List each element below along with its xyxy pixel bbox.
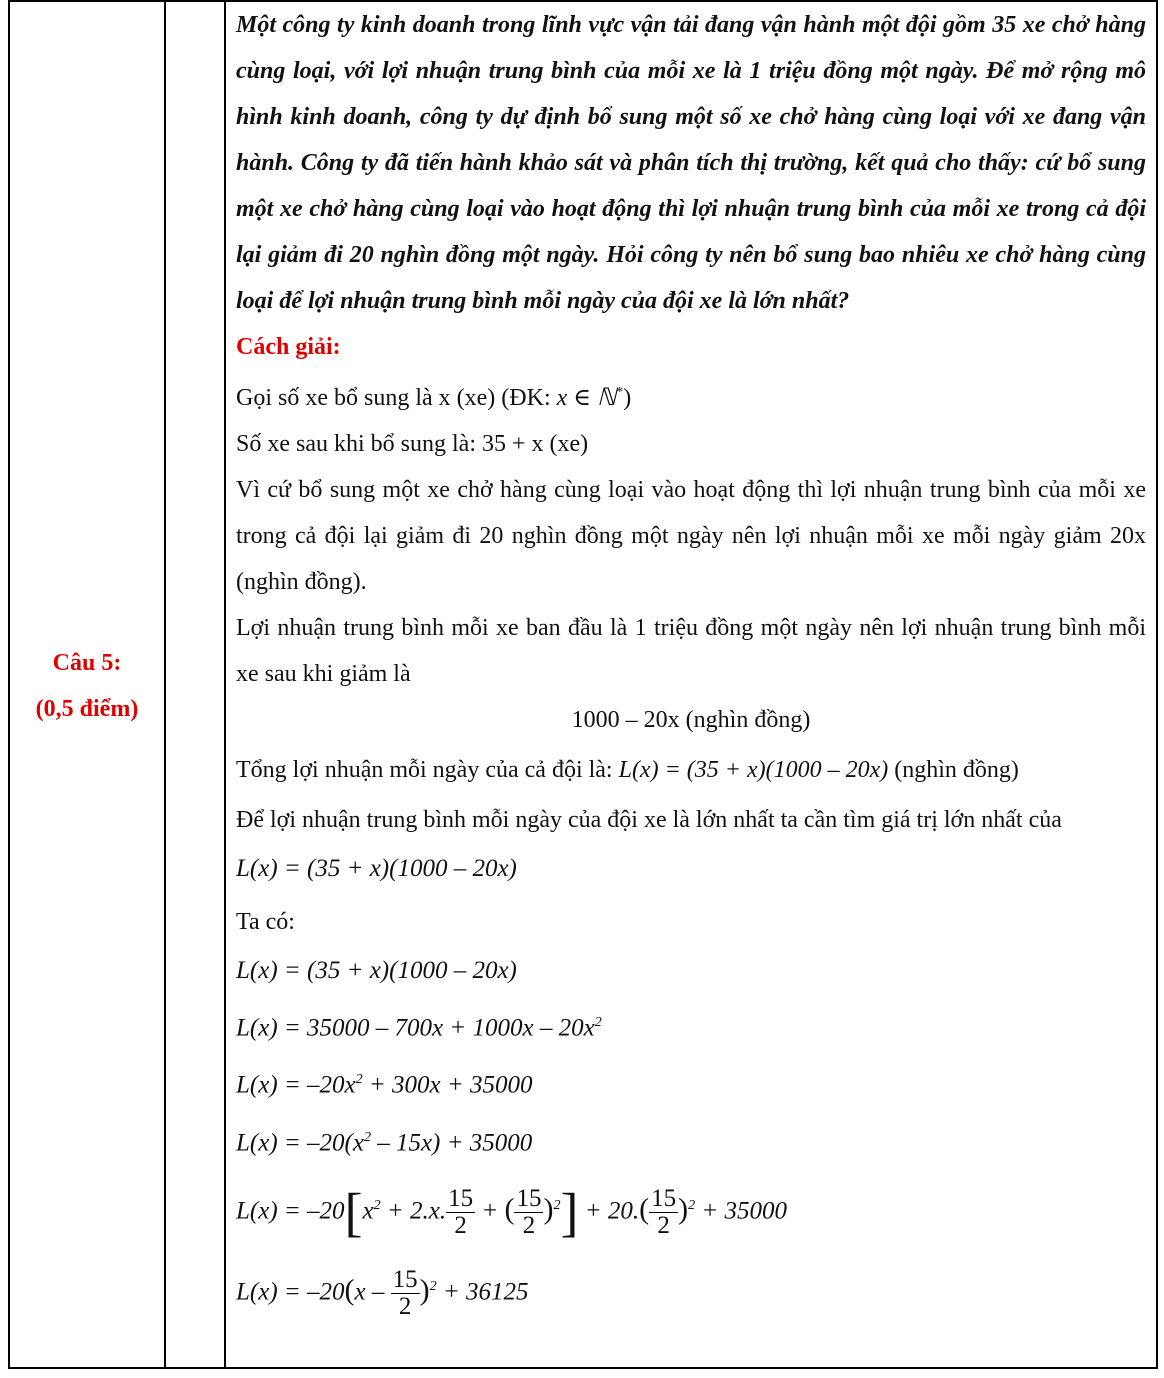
- solution-paragraph-3: Vì cứ bổ sung một xe chở hàng cùng loại vào hoạt động thì lợi nhuận trung bình của mỗi xe trong cả đội lại giảm đi 20 nghìn đồng một ngày nên lợi nhuận mỗi xe mỗi ngày giảm 20x (nghìn đồng).: [236, 477, 1146, 595]
- frac-den: 2: [454, 1212, 467, 1240]
- total-unit: (nghìn đồng): [888, 757, 1019, 783]
- eq5-end: + 35000: [695, 1197, 787, 1225]
- eq3-tail: + 300x + 35000: [362, 1071, 533, 1099]
- solution-line-2: Số xe sau khi bổ sung là: 35 + x (xe): [236, 431, 589, 457]
- eq6-x: x –: [354, 1277, 391, 1305]
- solution-line-1: [236, 370, 1146, 421]
- line1-text: Gọi số xe bổ sung là x (xe) (ĐK:: [236, 385, 557, 411]
- eq4-text: L(x) = –20(x: [236, 1128, 364, 1156]
- total-text: Tổng lợi nhuận mỗi ngày của cả đội là:: [236, 757, 619, 783]
- left-paren-3: (: [344, 1272, 355, 1306]
- eq5-mid: + 2.x.: [380, 1197, 447, 1225]
- line1-math: x ∈ ℕ: [556, 385, 617, 411]
- center-expression: 1000 – 20x (nghìn đồng): [571, 707, 811, 733]
- eq5-plus: +: [475, 1197, 505, 1225]
- eq5-sup: 2: [373, 1197, 381, 1213]
- problem-statement: Một công ty kinh doanh trong lĩnh vực vận tải đang vận hành một đội gồm 35 xe chở hàng cùng loại, với lợi nhuận trung bình của mỗi xe là 1 triệu đồng một ngày. Để mở rộng mô hình kinh doanh, công ty dự định bổ sung một số xe chở hàng cùng loại với xe đang vận hành. Công ty đã tiến hành khảo sát và phân tích thị trường, kết quả cho thấy: cứ bổ sung một xe chở hàng cùng loại vào hoạt động thì lợi nhuận trung bình của mỗi xe trong cả đội lại giảm đi 20 nghìn đồng một ngày. Hỏi công ty nên bổ sung bao nhiêu xe chở hàng cùng loại để lợi nhuận trung bình mỗi ngày của đội xe là lớn nhất?: [236, 12, 1146, 314]
- eq4-sup: 2: [363, 1129, 371, 1145]
- solution-paragraph-4: Lợi nhuận trung bình mỗi xe ban đầu là 1 triệu đồng một ngày nên lợi nhuận trung bình mỗi xe sau khi giảm là: [236, 615, 1146, 687]
- frac-num: 15: [651, 1185, 677, 1213]
- frac-num: 15: [448, 1185, 474, 1213]
- solution-paragraph-6: Để lợi nhuận trung bình mỗi ngày của đội xe là lớn nhất ta cần tìm giá trị lớn nhất của: [236, 807, 1062, 833]
- fraction-15-2-c: [649, 1186, 678, 1239]
- equation-5: [236, 1169, 1146, 1250]
- fraction-15-2-a: [446, 1186, 475, 1239]
- question-points: (0,5 điểm): [35, 696, 139, 722]
- eq6-end: + 36125: [436, 1277, 529, 1305]
- right-paren-2: ): [678, 1192, 689, 1226]
- eq5-text: L(x) = –20: [236, 1197, 345, 1225]
- eq2-sup: 2: [594, 1015, 602, 1030]
- equation-6: [236, 1250, 1146, 1329]
- equation-3: [236, 1054, 1146, 1111]
- right-paren: ): [543, 1192, 554, 1226]
- eq5-after: + 20.: [578, 1197, 640, 1225]
- equation-1: L(x) = (35 + x)(1000 – 20x): [236, 957, 517, 984]
- eq3-sup: 2: [355, 1072, 363, 1088]
- eq5-square-2: 2: [688, 1197, 696, 1213]
- equation-main: L(x) = (35 + x)(1000 – 20x): [236, 855, 517, 882]
- eq3-text: L(x) = –20x: [236, 1071, 356, 1099]
- frac-num: 15: [392, 1265, 418, 1293]
- equation-2: [236, 997, 1146, 1054]
- column-divider-1: [164, 0, 166, 1369]
- right-paren-3: ): [419, 1272, 430, 1306]
- eq6-text: L(x) = –20: [236, 1277, 345, 1305]
- answer-content: [236, 2, 1146, 1329]
- fraction-15-2-b: [514, 1186, 543, 1239]
- left-paren: (: [504, 1192, 515, 1226]
- question-number: Câu 5:: [52, 650, 122, 676]
- ta-co-label: Ta có:: [236, 909, 295, 935]
- left-bracket: [: [344, 1182, 363, 1243]
- eq4-tail: – 15x) + 35000: [370, 1128, 533, 1156]
- total-profit-line: [236, 747, 1146, 793]
- line1-sup: *: [616, 385, 624, 400]
- equation-4: [236, 1112, 1146, 1169]
- left-paren-2: (: [639, 1192, 650, 1226]
- fraction-15-2-d: [391, 1267, 420, 1320]
- frac-den: 2: [657, 1212, 670, 1240]
- eq5-square: 2: [553, 1197, 561, 1213]
- eq5-x: x: [362, 1197, 374, 1225]
- frac-num: 15: [516, 1185, 542, 1213]
- frac-den: 2: [398, 1292, 412, 1320]
- column-divider-2: [224, 0, 226, 1369]
- solution-heading: Cách giải:: [236, 334, 341, 360]
- total-math: L(x) = (35 + x)(1000 – 20x): [618, 757, 889, 783]
- eq2-text: L(x) = 35000 – 700x + 1000x – 20x: [236, 1014, 595, 1042]
- right-bracket: ]: [560, 1182, 579, 1243]
- question-label: [10, 640, 164, 732]
- line1-end: ): [623, 385, 632, 411]
- frac-den: 2: [522, 1212, 536, 1240]
- eq6-square: 2: [429, 1278, 437, 1294]
